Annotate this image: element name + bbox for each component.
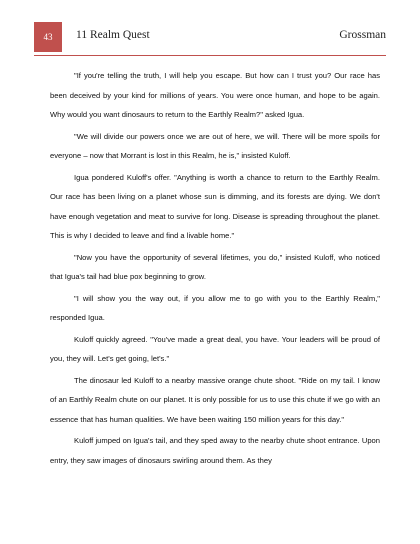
book-title: 11 Realm Quest bbox=[76, 29, 150, 41]
page-body bbox=[50, 66, 380, 472]
paragraph: Kuloff quickly agreed. "You've made a great deal, you have. Your leaders will be proud of you, they will. Let's get going, let's." bbox=[50, 334, 380, 363]
header-divider bbox=[34, 55, 386, 56]
paragraph: "We will divide our powers once we are out of here, we will. There will be more spoils for everyone – now that Morrant is lost in this Realm, he is," insisted Kuloff. bbox=[50, 131, 380, 160]
author-name: Grossman bbox=[339, 29, 386, 41]
paragraph: The dinosaur led Kuloff to a nearby massive orange chute shoot. "Ride on my tail. I know of an Earthly Realm chute on our planet. It is only possible for us to use this chute if we go with an essence that has human qualities. We have been waiting 150 million years for this day." bbox=[50, 375, 380, 424]
paragraph: "I will show you the way out, if you allow me to go with you to the Earthly Realm," responded Igua. bbox=[50, 293, 380, 322]
paragraph: "If you're telling the truth, I will help you escape. But how can I trust you? Our race has been deceived by your kind for millions of years. You were once human, and hope to be again. Why would you want dinosaurs to return to the Earthly Realm?" asked Igua. bbox=[50, 71, 380, 119]
paragraph: "Now you have the opportunity of several lifetimes, you do," insisted Kuloff, who noticed that Igua's tail had blue pox beginning to grow. bbox=[50, 252, 380, 281]
page-header bbox=[34, 22, 386, 52]
page-number: 43 bbox=[34, 22, 62, 52]
paragraph: Igua pondered Kuloff's offer. "Anything is worth a chance to return to the Earthly Realm. Our race has been living on a planet whose sun is dimming, and its forests are dying. We don't have enough vegetation and meat to survive for long. Disease is spreading throughout the planet. This is why I decided to leave and find a livable home." bbox=[50, 172, 380, 240]
paragraph: Kuloff jumped on Igua's tail, and they sped away to the nearby chute shoot entrance. Upon entry, they saw images of dinosaurs swirling around them. As they bbox=[50, 436, 380, 465]
